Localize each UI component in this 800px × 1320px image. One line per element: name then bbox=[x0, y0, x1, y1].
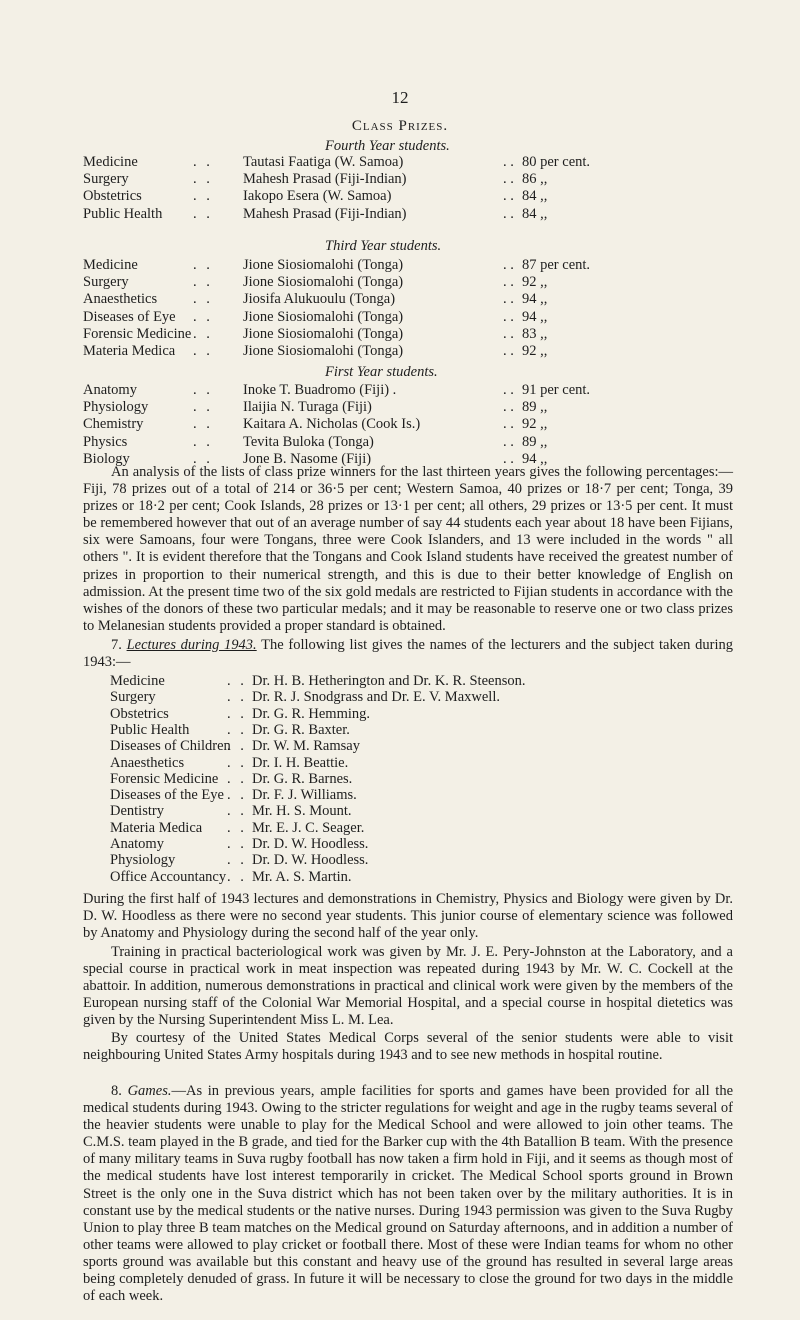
prize-subject: Medicine bbox=[83, 154, 138, 170]
lecturer-name: Dr. H. B. Hetherington and Dr. K. R. Steenson. bbox=[252, 673, 526, 689]
lecture-subject: Surgery bbox=[110, 689, 156, 706]
leader-dots: . . bbox=[193, 416, 213, 433]
lecture-subject: Diseases of the Eye bbox=[110, 787, 224, 804]
lecture-subject: Medicine bbox=[110, 673, 165, 689]
prize-percentage: 91 per cent. bbox=[522, 382, 591, 398]
leader-dots: . . bbox=[503, 205, 514, 222]
leader-dots: . . bbox=[227, 673, 247, 689]
prize-subject: Medicine bbox=[83, 257, 138, 273]
leader-dots: . . bbox=[503, 416, 514, 433]
games-number: 8. bbox=[111, 1083, 122, 1099]
prize-percentage: 94 ,, bbox=[522, 308, 548, 325]
prize-subject: Biology bbox=[83, 450, 130, 467]
lecturer-name: Dr. D. W. Hoodless. bbox=[252, 852, 369, 869]
first-year-label: First Year students. bbox=[325, 364, 438, 380]
prize-subject: Physiology bbox=[83, 399, 149, 416]
lecture-subject: Physiology bbox=[110, 852, 176, 869]
leader-dots: . . bbox=[193, 205, 213, 222]
leader-dots: . . bbox=[227, 868, 247, 885]
lectures-intro-paragraph bbox=[83, 637, 733, 671]
training-paragraph: Training in practical bacteriological work was given by Mr. J. E. Pery-Johnston at the Laboratory, and a special course in practical work in meat inspection was repeated during 1943 by Mr. W. C. Cockell at the abattoir. In addition, numerous demonstrations in practical and clinical work were given by the members of the European nursing staff of the Colonial War Memorial Hospital, and a special course in hospital dietetics was given by the Nursing Superintendent Miss L. M. Lea. bbox=[83, 944, 733, 1029]
prize-winner: Jione Siosiomalohi (Tonga) bbox=[243, 257, 404, 273]
lecture-subject: Anatomy bbox=[110, 836, 164, 852]
lecture-subject: Materia Medica bbox=[110, 819, 203, 836]
leader-dots: . . bbox=[193, 308, 213, 325]
first-half-paragraph: During the first half of 1943 lectures and demonstrations in Chemistry, Physics and Biology were given by Dr. D. W. Hoodless as there were no second year students. This junior course of elementary science was followed by Anatomy and Physiology during the second half of the year only. bbox=[83, 891, 733, 942]
page-number: 12 bbox=[391, 88, 409, 107]
lecture-subject: Forensic Medicine bbox=[110, 770, 219, 787]
prize-percentage: 86 ,, bbox=[522, 171, 548, 188]
leader-dots: . . bbox=[193, 450, 213, 467]
games-paragraph bbox=[83, 1083, 733, 1305]
prize-winner: Jone B. Nasome (Fiji) bbox=[243, 450, 372, 467]
prize-winner: Ilaijia N. Turaga (Fiji) bbox=[243, 399, 372, 416]
leader-dots: . . bbox=[503, 188, 514, 205]
prize-winner: Kaitara A. Nicholas (Cook Is.) bbox=[243, 416, 421, 433]
leader-dots: . . bbox=[193, 291, 213, 308]
prize-winner: Mahesh Prasad (Fiji-Indian) bbox=[243, 171, 407, 188]
leader-dots: . . bbox=[227, 770, 247, 787]
prize-subject: Surgery bbox=[83, 171, 129, 188]
prize-winner: Tevita Buloka (Tonga) bbox=[243, 433, 374, 450]
leader-dots: . . bbox=[227, 803, 247, 820]
leader-dots: . . bbox=[193, 274, 213, 291]
leader-dots: . . bbox=[227, 787, 247, 804]
prize-subject: Public Health bbox=[83, 205, 163, 222]
lecturer-name: Dr. W. M. Ramsay bbox=[252, 738, 360, 755]
lecturer-name: Dr. G. R. Hemming. bbox=[252, 705, 371, 722]
leader-dots: . . bbox=[227, 705, 247, 722]
leader-dots: . . bbox=[503, 399, 514, 416]
prize-percentage: 83 ,, bbox=[522, 325, 548, 342]
prize-percentage: 87 per cent. bbox=[522, 257, 591, 273]
lecturer-name: Dr. G. R. Barnes. bbox=[252, 770, 353, 787]
leader-dots: . . bbox=[503, 257, 514, 273]
section-heading: Class Prizes. bbox=[351, 118, 449, 134]
lecturer-name: Dr. F. J. Williams. bbox=[252, 787, 357, 804]
prize-subject: Forensic Medicine bbox=[83, 325, 192, 342]
lecture-subject: Anaesthetics bbox=[110, 754, 185, 771]
prize-winner: Tautasi Faatiga (W. Samoa) bbox=[243, 154, 404, 170]
leader-dots: . . bbox=[503, 274, 514, 291]
prize-percentage: 89 ,, bbox=[522, 399, 548, 416]
analysis-paragraph: An analysis of the lists of class prize winners for the last thirteen years gives the following percentages:—Fiji, 78 prizes out of a total of 214 or 36·5 per cent; Western Samoa, 40 prizes or 18·7 per cent; Tonga, 39 prizes or 18·2 per cent; Cook Islands, 28 prizes or 13·1 per cent; all others, 29 prizes or 13·5 per cent. It must be remembered however that out of an average number of say 44 students each year about 18 have been Fijians, six were Samoans, four were Tongans, three were Cook Islanders, and 13 were included in the words " all others ". It is evident therefore that the Tongans and Cook Island students have received the greatest number of prizes in proportion to their numerical strength, and this is due to their better knowledge of English on admission. At the present time two of the six gold medals are restricted to Fijian students in accordance with the wishes of the donors of these two particular medals; and it may be reasonable to reserve one or two class prizes to Melanesian students provided a proper standard is obtained. bbox=[83, 464, 733, 634]
leader-dots: . . bbox=[503, 325, 514, 342]
prize-subject: Diseases of Eye bbox=[83, 308, 176, 325]
prize-winner: Jiosifa Alukuoulu (Tonga) bbox=[243, 291, 396, 308]
lecturer-name: Dr. D. W. Hoodless. bbox=[252, 836, 369, 852]
prize-subject: Physics bbox=[83, 433, 128, 450]
prize-percentage: 84 ,, bbox=[522, 205, 548, 222]
lectures-title: Lectures during 1943. bbox=[126, 637, 257, 653]
prize-subject: Surgery bbox=[83, 274, 129, 291]
games-title: Games. bbox=[127, 1083, 172, 1099]
prize-percentage: 94 ,, bbox=[522, 291, 548, 308]
prize-winner: Jione Siosiomalohi (Tonga) bbox=[243, 308, 404, 325]
leader-dots: . . bbox=[193, 257, 213, 273]
prize-percentage: 84 ,, bbox=[522, 188, 548, 205]
prize-percentage: 92 ,, bbox=[522, 416, 548, 433]
leader-dots: . . bbox=[193, 188, 213, 205]
lecturer-name: Mr. E. J. C. Seager. bbox=[252, 819, 365, 836]
lecturer-name: Dr. G. R. Baxter. bbox=[252, 721, 350, 738]
lecture-subject: Diseases of Children bbox=[110, 738, 231, 755]
prize-winner: Mahesh Prasad (Fiji-Indian) bbox=[243, 205, 407, 222]
prize-winner: Iakopo Esera (W. Samoa) bbox=[243, 188, 392, 205]
lecture-subject: Obstetrics bbox=[110, 705, 169, 722]
leader-dots: . . bbox=[193, 382, 213, 398]
leader-dots: . . bbox=[227, 852, 247, 869]
prize-winner: Jione Siosiomalohi (Tonga) bbox=[243, 325, 404, 342]
leader-dots: . . bbox=[193, 171, 213, 188]
prize-subject: Anaesthetics bbox=[83, 291, 158, 308]
leader-dots: . . bbox=[503, 308, 514, 325]
prize-percentage: 92 ,, bbox=[522, 274, 548, 291]
leader-dots: . . bbox=[227, 738, 247, 755]
prize-subject: Chemistry bbox=[83, 416, 144, 433]
fourth-year-label: Fourth Year students. bbox=[325, 138, 450, 154]
lecture-subject: Office Accountancy bbox=[110, 868, 227, 885]
leader-dots: . . bbox=[193, 325, 213, 342]
leader-dots: . . bbox=[503, 343, 514, 359]
lecturer-name: Dr. I. H. Beattie. bbox=[252, 754, 349, 771]
lecture-subject: Public Health bbox=[110, 721, 190, 738]
prize-winner: Jione Siosiomalohi (Tonga) bbox=[243, 343, 404, 359]
prize-subject: Materia Medica bbox=[83, 343, 176, 359]
leader-dots: . . bbox=[227, 819, 247, 836]
leader-dots: . . bbox=[193, 433, 213, 450]
prize-winner: Inoke T. Buadromo (Fiji) . bbox=[243, 382, 397, 398]
leader-dots: . . bbox=[227, 721, 247, 738]
courtesy-paragraph: By courtesy of the United States Medical Corps several of the senior students were able to visit neighbouring United States Army hospitals during 1943 and to see new methods in hospital routine. bbox=[83, 1030, 733, 1064]
prize-percentage: 89 ,, bbox=[522, 433, 548, 450]
leader-dots: . . bbox=[503, 433, 514, 450]
lecture-subject: Dentistry bbox=[110, 803, 164, 820]
lectures-number: 7. bbox=[111, 637, 122, 653]
lecturer-name: Dr. R. J. Snodgrass and Dr. E. V. Maxwell. bbox=[252, 689, 500, 706]
third-year-label: Third Year students. bbox=[325, 238, 442, 254]
prize-percentage: 94 ,, bbox=[522, 450, 548, 467]
leader-dots: . . bbox=[227, 689, 247, 706]
leader-dots: . . bbox=[503, 450, 514, 467]
leader-dots: . . bbox=[503, 154, 514, 170]
lecturer-name: Mr. H. S. Mount. bbox=[252, 803, 352, 820]
lectures-intro: The following list gives the names of the lecturers and the subject taken during 1943:— bbox=[83, 637, 733, 671]
leader-dots: . . bbox=[503, 382, 514, 398]
prize-subject: Anatomy bbox=[83, 382, 137, 398]
leader-dots: . . bbox=[227, 836, 247, 852]
lecturer-name: Mr. A. S. Martin. bbox=[252, 868, 352, 885]
prize-subject: Obstetrics bbox=[83, 188, 142, 205]
prize-winner: Jione Siosiomalohi (Tonga) bbox=[243, 274, 404, 291]
prize-percentage: 80 per cent. bbox=[522, 154, 591, 170]
games-text: —As in previous years, ample facilities for sports and games have been provided for all the medical students during 1943. Owing to the stricter regulations for weight and age in the rugby teams several of the heavier students were unable to play for the Medical School and were allowed to join other teams. The C.M.S. team played in the B grade, and tied for the Barker cup with the 4th Batallion B team. With the presence of many military teams in Suva rugby football has now taken a firm hold in Fiji, and it seems as though most of the medical students have lost interest temporarily in cricket. The Medical School sports ground in Brown Street is the only one in the Suva district which has not been taken over by the military authorities. It is in constant use by the medical students or the native nurses. During 1943 permission was given to the Suva Rugby Union to play three B team matches on the Medical ground on Saturday afternoons, and in addition a number of other teams were allowed to play cricket or football there. Most of these were Indian teams for whom no other sports ground was available but this constant and heavy use of the ground has resulted in several large areas being completely denuded of grass. In future it will be necessary to close the ground for two days in the middle of each week. bbox=[83, 1083, 734, 1305]
leader-dots: . . bbox=[193, 343, 213, 359]
leader-dots: . . bbox=[193, 154, 213, 170]
leader-dots: . . bbox=[503, 291, 514, 308]
leader-dots: . . bbox=[227, 754, 247, 771]
leader-dots: . . bbox=[503, 171, 514, 188]
leader-dots: . . bbox=[193, 399, 213, 416]
prize-percentage: 92 ,, bbox=[522, 343, 548, 359]
